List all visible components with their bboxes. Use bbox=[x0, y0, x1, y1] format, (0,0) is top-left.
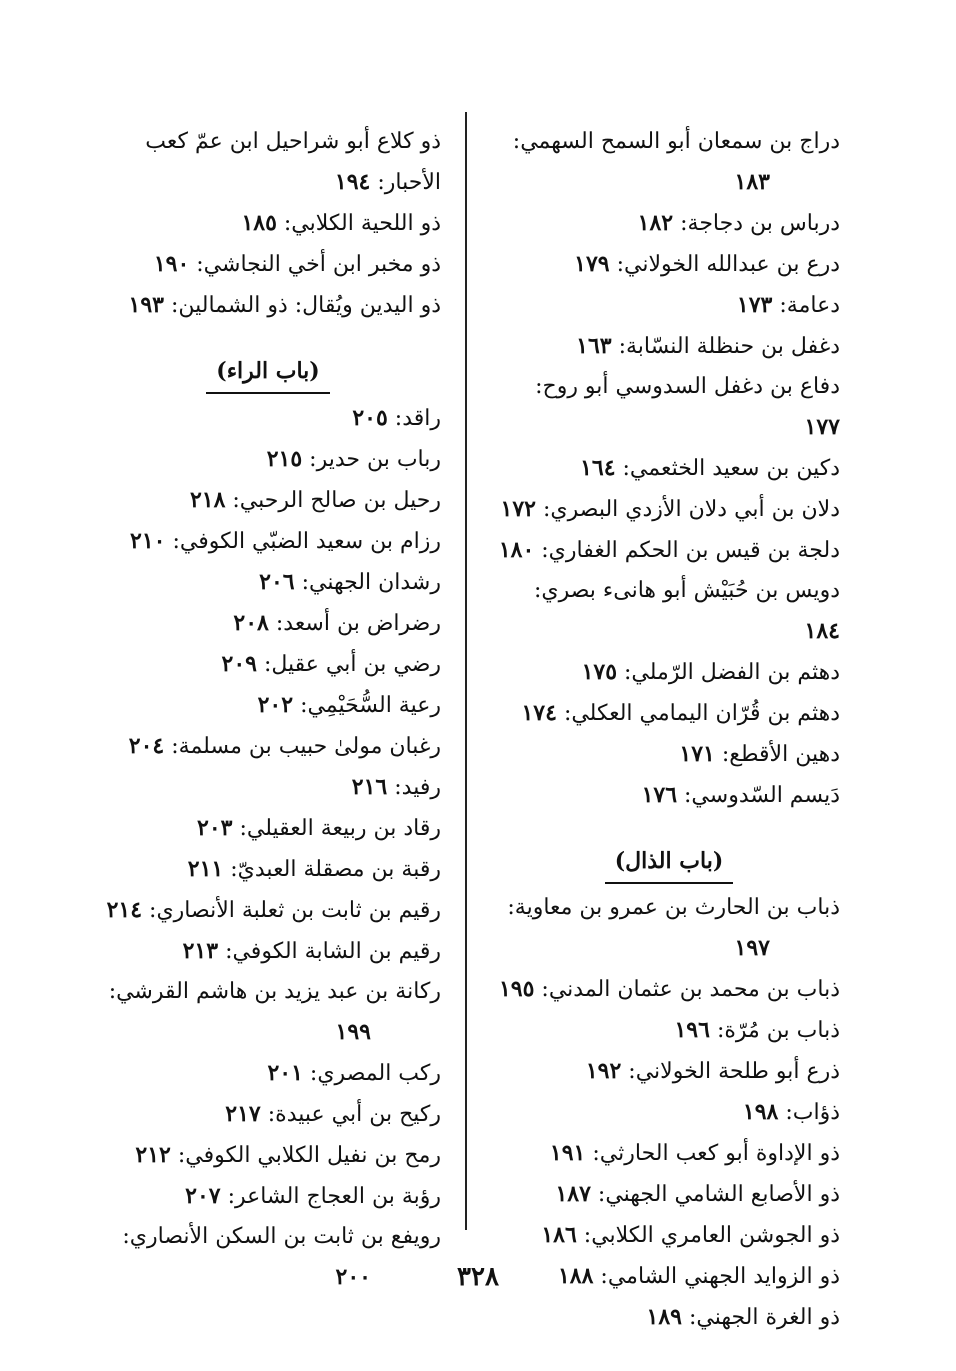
entry-name: دويس بن حُبَيْش أبو هانىء بصري: bbox=[533, 578, 840, 603]
entry-name: رحيل بن صالح الرحبي: bbox=[232, 488, 441, 513]
entry-page-number: ٢١٦ bbox=[351, 774, 388, 800]
index-entry bbox=[498, 1010, 840, 1051]
entry-name: رفيد: bbox=[394, 775, 441, 800]
entry-name: دهثم بن قُرّان اليمامي العكلي: bbox=[563, 701, 840, 726]
entry-name: دفاع بن دغفل السدوسي أبو روح: bbox=[535, 374, 840, 399]
entry-name: ذباب بن مُرّة: bbox=[716, 1018, 840, 1043]
entry-name: رغبان مولىٰ حبيب بن مسلمة: bbox=[171, 734, 441, 759]
entry-name: رقيم بن الشابة الكوفي: bbox=[225, 939, 441, 964]
index-entry bbox=[95, 562, 441, 603]
index-entry bbox=[498, 1215, 840, 1256]
entry-name: ذو الزوايد الجهني الشامي: bbox=[600, 1264, 840, 1289]
entry-name: ركيح بن أبي عبيدة: bbox=[267, 1102, 441, 1127]
entry-name: رقاد بن ربيعة العقيلي: bbox=[239, 816, 441, 841]
entry-continuation bbox=[95, 1012, 441, 1053]
index-entry bbox=[95, 890, 441, 931]
entry-page-number: ١٨٨ bbox=[557, 1263, 594, 1289]
entry-name: درع بن عبدالله الخولاني: bbox=[616, 252, 840, 277]
index-entry bbox=[95, 285, 441, 326]
entry-page-number: ١٨٩ bbox=[646, 1304, 682, 1330]
entry-page-number: ١٩٤ bbox=[334, 169, 371, 195]
entry-name: ذرع أبو طلحة الخولاني: bbox=[628, 1059, 840, 1084]
entry-page-number: ١٨٣ bbox=[734, 169, 770, 195]
entry-name: رقيم بن ثابت بن ثعلبة الأنصاري: bbox=[149, 898, 441, 923]
entry-page-number: ٢١٧ bbox=[225, 1101, 261, 1127]
section-heading-ra bbox=[95, 352, 441, 394]
entry-page-number: ١٧٦ bbox=[641, 782, 678, 808]
entry-name: ذباب بن محمد بن عثمان المدني: bbox=[541, 977, 840, 1002]
index-entry bbox=[498, 1174, 840, 1215]
index-entry bbox=[498, 367, 840, 448]
entry-page-number: ١٩٦ bbox=[674, 1017, 710, 1043]
index-entry bbox=[95, 808, 441, 849]
entry-page-number: ١٨٦ bbox=[541, 1222, 577, 1248]
entry-name: رشدان الجهني: bbox=[301, 570, 441, 595]
entry-page-number: ١٨٠ bbox=[498, 537, 535, 563]
index-entry bbox=[95, 398, 441, 439]
entry-name: ذباب بن الحارث بن عمرو بن معاوية: bbox=[507, 895, 840, 920]
entry-page-number: ١٦٣ bbox=[576, 333, 612, 359]
index-entry bbox=[95, 685, 441, 726]
section-heading-dhal bbox=[498, 842, 840, 884]
index-entry bbox=[95, 480, 441, 521]
right-column bbox=[498, 122, 840, 1338]
entry-page-number: ٢١٥ bbox=[266, 446, 303, 472]
index-entry bbox=[95, 1094, 441, 1135]
entry-page-number: ١٧٥ bbox=[581, 659, 618, 685]
entry-page-number: ٢١٣ bbox=[182, 938, 219, 964]
section-title: (باب الذال) bbox=[605, 842, 733, 884]
entry-page-number: ١٧١ bbox=[679, 741, 715, 767]
index-entry bbox=[498, 693, 840, 734]
entry-name: دلجة بن قيس بن الحكم الغفاري: bbox=[541, 538, 840, 563]
entry-name: دَيسم السّدوسي: bbox=[684, 783, 840, 808]
entry-page-number: ٢٠٤ bbox=[128, 733, 165, 759]
entry-page-number: ٢١٨ bbox=[189, 487, 226, 513]
index-entry bbox=[498, 652, 840, 693]
entry-name: ذو اليدين ويُقال: ذو الشمالين: bbox=[170, 293, 441, 318]
entry-page-number: ١٩٠ bbox=[153, 251, 190, 277]
entry-page-number: ٢١٠ bbox=[130, 528, 166, 554]
entry-page-number: ١٩٥ bbox=[498, 976, 535, 1002]
entry-continuation bbox=[498, 928, 840, 969]
entry-name: ركب المصري: bbox=[309, 1061, 441, 1086]
index-entry bbox=[498, 203, 840, 244]
entry-page-number: ٢١٤ bbox=[106, 897, 143, 923]
index-entry bbox=[95, 972, 441, 1053]
index-entry bbox=[95, 1053, 441, 1094]
entry-page-number: ١٨٥ bbox=[241, 210, 277, 236]
entry-name: درباس بن دجاجة: bbox=[680, 211, 840, 236]
entry-name: رعية السُّحَيْمِي: bbox=[300, 693, 441, 718]
index-entry bbox=[95, 521, 441, 562]
entry-page-number: ١٦٤ bbox=[580, 455, 616, 481]
dal-entries-list bbox=[498, 122, 840, 816]
entry-page-number: ١٨٢ bbox=[637, 210, 674, 236]
entry-name: دهين الأقطع: bbox=[721, 742, 840, 767]
entry-page-number: ١٩٩ bbox=[335, 1019, 371, 1045]
entry-page-number: ٢٠٧ bbox=[185, 1183, 221, 1209]
index-entry bbox=[95, 1176, 441, 1217]
index-entry bbox=[95, 849, 441, 890]
entry-page-number: ٢٠٠ bbox=[335, 1264, 371, 1290]
index-entry bbox=[95, 644, 441, 685]
entry-page-number: ١٩٧ bbox=[734, 935, 770, 961]
entry-name: ذو كلاع أبو شراحيل ابن عمّ كعب الأحبار: bbox=[145, 129, 441, 195]
entry-page-number: ٢٠٩ bbox=[221, 651, 257, 677]
index-entry bbox=[95, 439, 441, 480]
index-entry bbox=[498, 122, 840, 203]
index-entry bbox=[95, 603, 441, 644]
entry-page-number: ٢٠٦ bbox=[259, 569, 295, 595]
index-entry bbox=[498, 244, 840, 285]
entry-name: رباب بن حدير: bbox=[309, 447, 441, 472]
entry-page-number: ١٩١ bbox=[549, 1140, 586, 1166]
section-title: (باب الراء) bbox=[206, 352, 329, 394]
entry-page-number: ١٩٨ bbox=[742, 1099, 779, 1125]
index-entry bbox=[498, 530, 840, 571]
entry-page-number: ٢٠٢ bbox=[257, 692, 294, 718]
index-entry bbox=[95, 726, 441, 767]
entry-page-number: ٢٠٨ bbox=[233, 610, 269, 636]
entry-name: دعامة: bbox=[779, 293, 840, 318]
entry-page-number: ٢٠٣ bbox=[197, 815, 233, 841]
index-entry bbox=[95, 244, 441, 285]
index-entry bbox=[498, 489, 840, 530]
entry-name: رضراض بن أسعد: bbox=[275, 611, 441, 636]
entry-name: دلان بن أبي دلان الأزدي البصري: bbox=[542, 497, 840, 522]
index-entry bbox=[95, 1135, 441, 1176]
entry-page-number: ١٧٢ bbox=[500, 496, 536, 522]
entry-name: ذو مخبر ابن أخي النجاشي: bbox=[196, 252, 441, 277]
dhal-continued-entries-list bbox=[95, 122, 441, 326]
entry-name: دكين بن سعيد الخثعمي: bbox=[622, 456, 840, 481]
entry-name: رويفع بن ثابت بن السكن الأنصاري: bbox=[122, 1224, 441, 1249]
index-entry bbox=[95, 203, 441, 244]
index-entry bbox=[498, 1297, 840, 1338]
entry-page-number: ١٧٣ bbox=[736, 292, 773, 318]
entry-name: رؤبة بن العجاج الشاعر: bbox=[227, 1184, 441, 1209]
entry-page-number: ١٧٩ bbox=[574, 251, 610, 277]
entry-page-number: ١٧٧ bbox=[804, 414, 840, 440]
entry-name: ركانة بن عبد يزيد بن هاشم القرشي: bbox=[108, 979, 441, 1004]
index-entry bbox=[498, 969, 840, 1010]
page-number: ٣٢٨ bbox=[457, 1262, 499, 1292]
index-entry bbox=[498, 326, 840, 367]
index-entry bbox=[498, 734, 840, 775]
index-entry bbox=[498, 888, 840, 969]
entry-name: ذو الأصابع الشامي الجهني: bbox=[597, 1182, 840, 1207]
entry-page-number: ٢١٢ bbox=[135, 1142, 171, 1168]
entry-page-number: ١٧٤ bbox=[521, 700, 557, 726]
entry-page-number: ١٩٢ bbox=[585, 1058, 622, 1084]
index-entry bbox=[498, 571, 840, 652]
entry-page-number: ١٨٧ bbox=[555, 1181, 591, 1207]
index-entry bbox=[498, 285, 840, 326]
entry-name: ذو اللحية الكلابي: bbox=[283, 211, 441, 236]
ra-entries-list bbox=[95, 398, 441, 1298]
index-entry bbox=[95, 931, 441, 972]
entry-name: دهثم بن الفضل الرّملي: bbox=[624, 660, 840, 685]
entry-name: ذؤاب: bbox=[785, 1100, 840, 1125]
entry-page-number: ٢٠١ bbox=[267, 1060, 303, 1086]
entry-name: ذو الغرة الجهني: bbox=[688, 1305, 840, 1330]
entry-name: رمح بن نفيل الكلابي الكوفي: bbox=[177, 1143, 441, 1168]
index-entry bbox=[498, 775, 840, 816]
index-entry bbox=[498, 1092, 840, 1133]
entry-page-number: ٢١١ bbox=[187, 856, 224, 882]
entry-page-number: ١٩٣ bbox=[128, 292, 164, 318]
entry-continuation bbox=[498, 162, 840, 203]
entry-name: رضي بن أبي عقيل: bbox=[263, 652, 441, 677]
entry-name: ذو الجوشن العامري الكلابي: bbox=[583, 1223, 840, 1248]
index-entry bbox=[498, 448, 840, 489]
entry-name: دراج بن سمعان أبو السمح السهمي: bbox=[512, 129, 840, 154]
entry-page-number: ١٨٤ bbox=[804, 618, 840, 644]
index-entry bbox=[95, 122, 441, 203]
entry-name: رزام بن سعيد الضبّي الكوفي: bbox=[172, 529, 441, 554]
index-entry bbox=[498, 1051, 840, 1092]
entry-name: رقبة بن مصقلة العبديّ: bbox=[230, 857, 441, 882]
index-entry bbox=[498, 1133, 840, 1174]
entry-name: ذو الإداوة أبو كعب الحارثي: bbox=[592, 1141, 840, 1166]
entry-name: راقد: bbox=[394, 406, 441, 431]
entry-name: دغفل بن حنظلة النسّابة: bbox=[618, 334, 840, 359]
column-divider bbox=[465, 112, 467, 1230]
index-entry bbox=[95, 767, 441, 808]
left-column bbox=[95, 122, 441, 1298]
entry-page-number: ٢٠٥ bbox=[352, 405, 388, 431]
